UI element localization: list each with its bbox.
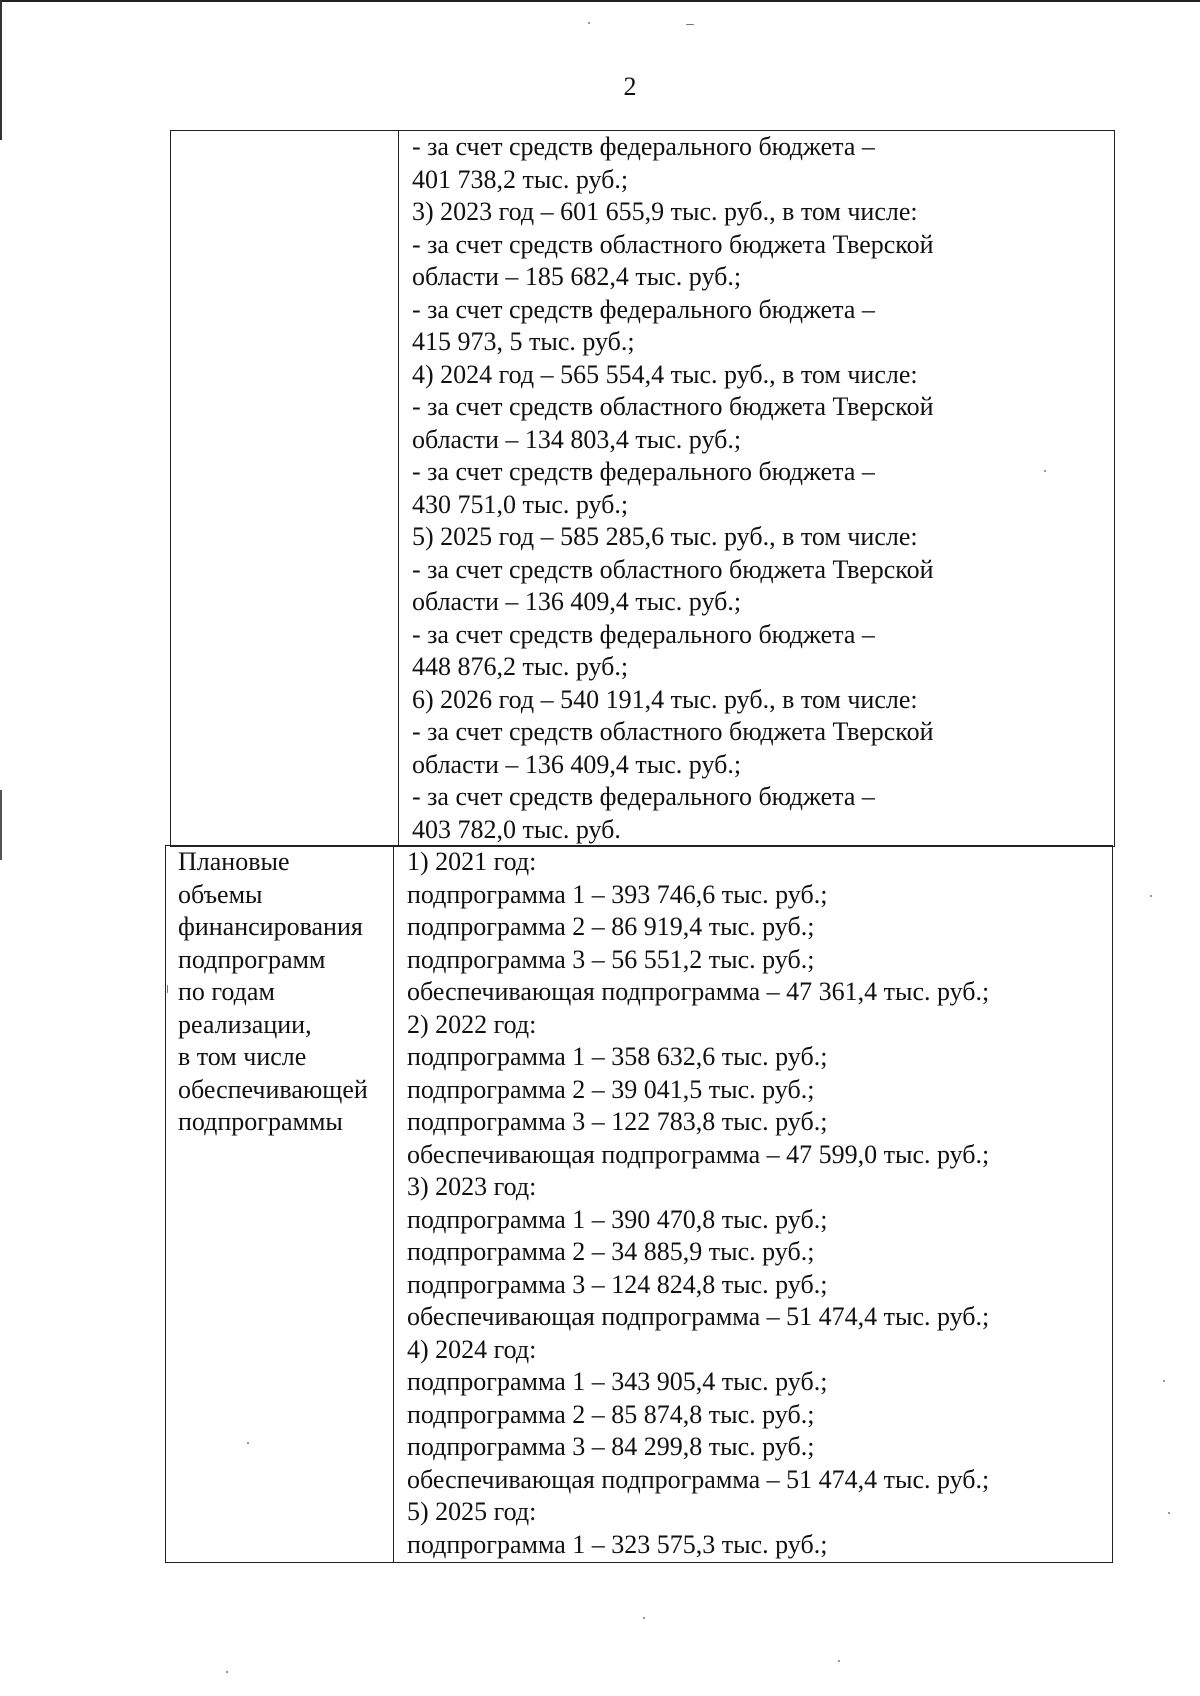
subprogram-financing-table (165, 845, 1113, 1563)
text-line: 401 738,2 тыс. руб.; (412, 164, 629, 194)
heading-line: по годам (178, 977, 275, 1006)
table-cell-left (166, 846, 394, 1563)
table-cell-left-empty (171, 131, 399, 847)
text-line: 4) 2024 год – 565 554,4 тыс. руб., в том числе: (412, 359, 918, 389)
text-line: подпрограмма 1 – 323 575,3 тыс. руб.; (407, 1529, 828, 1559)
heading-line: объемы (178, 879, 263, 909)
text-line: подпрограмма 1 – 393 746,6 тыс. руб.; (407, 879, 828, 909)
table-cell-right (394, 846, 1113, 1563)
text-line: подпрограмма 3 – 124 824,8 тыс. руб.; (407, 1269, 828, 1299)
text-line: 430 751,0 тыс. руб.; (412, 489, 629, 519)
text-line: области – 134 803,4 тыс. руб.; (412, 424, 742, 454)
text-line: - за счет средств федерального бюджета – (412, 782, 875, 811)
text-line: области – 185 682,4 тыс. руб.; (412, 262, 742, 291)
scan-speck (1150, 895, 1152, 897)
text-line: области – 136 409,4 тыс. руб.; (412, 749, 742, 779)
heading-line: финансирования (178, 912, 363, 941)
scan-speck (247, 1442, 249, 1444)
heading-line: Плановые (178, 847, 290, 876)
financing-by-year-text (399, 131, 1114, 846)
text-line: подпрограмма 2 – 86 919,4 тыс. руб.; (407, 912, 815, 941)
text-line: обеспечивающая подпрограмма – 51 474,4 тыс. руб.; (407, 1302, 990, 1331)
scan-edge-left (0, 0, 2, 140)
text-line: подпрограмма 1 – 358 632,6 тыс. руб.; (407, 1042, 828, 1071)
scan-edge-left-lower (0, 790, 2, 860)
text-line: подпрограмма 2 – 34 885,9 тыс. руб.; (407, 1237, 815, 1266)
text-line: 2) 2022 год: (407, 1009, 537, 1039)
scan-edge-top (0, 0, 1200, 2)
text-line: 415 973, 5 тыс. руб.; (412, 327, 635, 356)
text-line: - за счет средств областного бюджета Тверской (412, 229, 934, 259)
page-number: 2 (623, 72, 637, 101)
text-line: 6) 2026 год – 540 191,4 тыс. руб., в том числе: (412, 684, 918, 714)
text-line: подпрограмма 3 – 122 783,8 тыс. руб.; (407, 1107, 828, 1136)
scan-speck (1044, 470, 1046, 472)
text-line: подпрограмма 2 – 85 874,8 тыс. руб.; (407, 1399, 815, 1429)
text-line: обеспечивающая подпрограмма – 51 474,4 тыс. руб.; (407, 1464, 990, 1494)
scan-speck (588, 22, 590, 24)
heading-line: подпрограмм (178, 944, 326, 974)
table-row (166, 846, 1113, 1563)
text-line: подпрограмма 3 – 84 299,8 тыс. руб.; (407, 1432, 815, 1461)
text-line: 5) 2025 год – 585 285,6 тыс. руб., в том числе: (412, 522, 918, 551)
text-line: подпрограмма 1 – 390 470,8 тыс. руб.; (407, 1204, 828, 1234)
table-row (171, 131, 1115, 847)
text-line: - за счет средств федерального бюджета – (412, 294, 875, 324)
scan-speck (838, 1660, 840, 1662)
scan-speck (226, 1671, 228, 1673)
text-line: обеспечивающая подпрограмма – 47 599,0 тыс. руб.; (407, 1139, 990, 1169)
text-line: области – 136 409,4 тыс. руб.; (412, 587, 742, 616)
text-line: 403 782,0 тыс. руб. (412, 814, 621, 844)
text-line: подпрограмма 2 – 39 041,5 тыс. руб.; (407, 1074, 815, 1104)
text-line: 4) 2024 год: (407, 1334, 537, 1364)
text-line: - за счет средств областного бюджета Тверской (412, 392, 934, 421)
scan-speck (643, 1617, 645, 1619)
table-cell-right (399, 131, 1115, 847)
text-line: подпрограмма 1 – 343 905,4 тыс. руб.; (407, 1367, 828, 1396)
text-line: подпрограмма 3 – 56 551,2 тыс. руб.; (407, 944, 815, 974)
text-line: обеспечивающая подпрограмма – 47 361,4 тыс. руб.; (407, 977, 990, 1006)
text-line: - за счет средств федерального бюджета – (412, 457, 875, 486)
heading-line: реализации, (178, 1009, 312, 1039)
text-line: 3) 2023 год: (407, 1172, 537, 1201)
financing-table-continuation (170, 130, 1115, 847)
subprogram-volumes-text (394, 846, 1112, 1561)
scan-speck (686, 24, 694, 25)
text-line: 5) 2025 год: (407, 1497, 537, 1526)
scan-speck (167, 985, 168, 993)
scan-speck (1168, 1512, 1170, 1514)
text-line: 448 876,2 тыс. руб.; (412, 652, 629, 681)
scan-speck (1163, 1380, 1165, 1382)
text-line: - за счет средств федерального бюджета – (412, 619, 875, 649)
heading-line: подпрограммы (178, 1107, 343, 1136)
text-line: - за счет средств федерального бюджета – (412, 132, 875, 161)
text-line: - за счет средств областного бюджета Тверской (412, 717, 934, 746)
heading-line: обеспечивающей (178, 1074, 368, 1104)
text-line: - за счет средств областного бюджета Тверской (412, 554, 934, 584)
heading-line: в том числе (178, 1042, 307, 1071)
row-heading-text (166, 846, 393, 1139)
text-line: 3) 2023 год – 601 655,9 тыс. руб., в том числе: (412, 197, 918, 226)
text-line: 1) 2021 год: (407, 847, 537, 876)
